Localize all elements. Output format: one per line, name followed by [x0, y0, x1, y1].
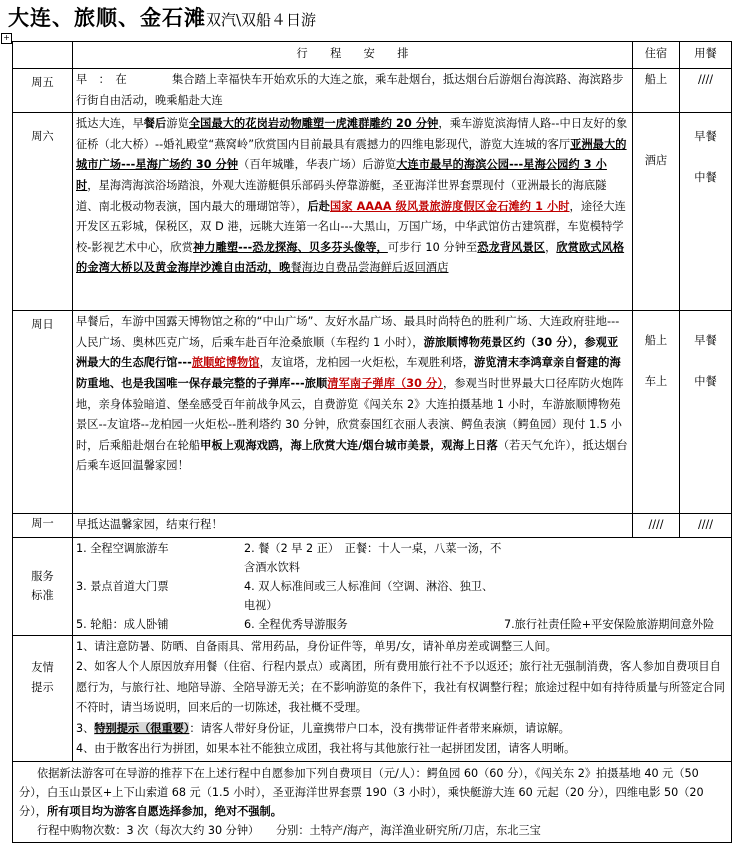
- description-segment: ，途径大连开发区五彩城，保税区，双 D 港，远眺大连第一名山---大黑山，万国广场，中华武馆仿古建筑群，车览模特学校-影视艺术中心，欣赏: [76, 199, 626, 254]
- day-meals: 早餐 中餐: [680, 113, 732, 311]
- header-meals: 用餐: [680, 42, 732, 69]
- day-description: [73, 113, 633, 311]
- description-segment: 游览清末李鸿章亲自督建的海防重地、也是我国唯一保存最完整的子弹库---旅顺: [76, 356, 621, 390]
- description-segment: 神力雕塑---恐龙探海、贝多芬头像等，: [193, 240, 388, 254]
- description-segment: ，参观当时世界最大口径库防火炮阵地，亲身体验暗道、堡垒感受百年前战争风云，自费游览《闯关东 2》大连拍摄基地 1 小时，车游旅顺博物苑景区--友谊塔--龙柏园一火炬松--胜利塔约 30 分钟，欣赏泰国红衣丽人表演、鳄鱼表演（鳄鱼园）现付 1.5 小时，后乘船赴烟台在轮船: [76, 376, 624, 452]
- service-item: 5. 轮船：成人卧铺: [76, 617, 169, 631]
- description-segment: 早 ： 在 集合踏上幸福快车开始欢乐的大连之旅，乘车赴烟台，抵达烟台后游烟台海滨路、海滨路步行街自由活动，晚乘船赴大连: [76, 73, 624, 107]
- description-segment: 餐后: [143, 117, 167, 131]
- service-item: [504, 577, 728, 615]
- title-main: 大连、旅顺、金石滩: [8, 5, 206, 30]
- day-row-4: [13, 514, 732, 538]
- service-item: 2. 餐（2 早 2 正） 正餐：十人一桌，八菜一汤，不含酒水饮料: [244, 541, 502, 574]
- day-label: 周日: [13, 311, 73, 514]
- service-row: [13, 537, 732, 635]
- service-grid: [76, 539, 728, 634]
- description-segment: 餐海边自费品尝海鲜后返回酒店: [290, 261, 449, 275]
- day-lodging: 酒店: [633, 113, 680, 311]
- description-segment: 大连市最早的海滨公园---星海公园约 3 小时: [76, 158, 607, 192]
- description-segment: 可步行 10 分钟至: [387, 240, 478, 254]
- description-segment: （百年城雕，华表广场）后游览: [238, 158, 397, 172]
- header-itinerary: 行 程 安 排: [73, 42, 633, 69]
- page-title: [8, 2, 316, 32]
- description-segment: 甲板上观海戏鸥，海上欣赏大连/烟台城市美景，观海上日落: [200, 438, 498, 452]
- service-item: 7.旅行社责任险+平安保险旅游期间意外险: [504, 617, 715, 631]
- description-segment: 亚洲最大的城市广场---星海广场约 30 分钟: [76, 137, 627, 172]
- footer-row: [13, 761, 732, 842]
- day-meals: ////: [680, 69, 732, 113]
- day-label: 周五: [13, 69, 73, 113]
- description-segment: ，乘车游览滨海情人路--中日友好的象征桥（北大桥）--婚礼殿堂“燕窝岭”欣赏国内目前最具有震撼力的四维电影现代，游览大连城的客厅: [76, 117, 628, 151]
- description-segment: 游旅顺博物苑景区约（30 分），参观亚洲最大的生态爬行馆---: [76, 335, 619, 370]
- service-label: 服务 标准: [13, 537, 73, 635]
- description-segment: 游览: [166, 117, 189, 131]
- tips-label: 友情 提示: [13, 635, 73, 761]
- day-row-1: [13, 69, 732, 113]
- day-meals: ////: [680, 514, 732, 538]
- day-description: [73, 311, 633, 514]
- description-segment: 清军南子弹库（30 分）: [327, 376, 444, 390]
- description-segment: 国家 AAAA 级风景旅游度假区金石滩约 1 小时: [330, 199, 570, 213]
- day-row-2: [13, 113, 732, 311]
- day-description: [73, 69, 633, 113]
- description-segment: 后赴: [307, 199, 331, 213]
- description-segment: 恐龙背风景区: [477, 240, 546, 254]
- service-item: [504, 539, 728, 577]
- description-segment: ，友谊塔，龙柏园一火炬松，车观胜利塔，: [259, 356, 475, 370]
- tip-2: 2、如客人个人原因放弃用餐（住宿、行程内景点）或离团，所有费用旅行社不予以返还；旅行社无强制消费，客人参加自费项目自愿行为，与旅行社、地陪导游、全陪导游无关；在不影响游览的条件下，我社有权调整行程；旅途过程中如有持待质量与所签定合同不符时，请当场说明，回来后的一切陈述，我社概不受理。: [76, 660, 725, 715]
- service-items: [73, 537, 732, 635]
- tip-1: 1、请注意防暑、防晒、自备雨具、常用药品，身份证件等，单男/女，请补单房差或调整三人间。: [76, 639, 557, 653]
- day-label: 周一: [13, 514, 73, 538]
- footer-notes: [13, 761, 732, 842]
- service-item: 4. 双人标准间或三人标准间（空调、淋浴、独卫、电视）: [244, 579, 494, 612]
- tip-3: 3、特别提示（很重要）：请客人带好身份证，儿童携带户口本，没有携带证件者带来麻烦，请谅解。: [76, 721, 570, 735]
- day-lodging: 船上: [633, 69, 680, 113]
- tips-content: [73, 635, 732, 761]
- description-segment: 早餐后，车游中国露天博物馆之称的“中山广场”、友好水晶广场、最具时尚特色的胜利广场、大连政府驻地---人民广场、奥林匹克广场，后乘车赴百年沧桑旅顺（车程约 1 小时），: [76, 315, 620, 349]
- header-lodging: 住宿: [633, 42, 680, 69]
- description-segment: 旅顺蛇博物馆: [191, 356, 260, 370]
- optional-items: 依据新法游客可在导游的推荐下在上述行程中自愿参加下列自费项目（元/人）：鳄鱼园 60（60 分），《闯关东 2》拍摄基地 40 元（50 分），白玉山景区+上下山索道 68 元（1.5 小时），圣亚海洋世界套票 190（3 小时），乘快艇游大连 60 元起（20 分），四维电影 50（20 分），所有项目均为游客自愿选择参加，绝对不强制。: [19, 766, 704, 818]
- itinerary-table: [12, 41, 732, 843]
- table-move-handle-icon[interactable]: +: [1, 33, 12, 44]
- tip-4: 4、由于散客出行为拼团，如果本社不能独立成团，我社将与其他旅行社一起拼团发团，请客人明晰。: [76, 742, 576, 756]
- special-notice-highlight: 特别提示（很重要）: [94, 721, 190, 735]
- shopping-info: 行程中购物次数：3 次（每次大约 30 分钟） 分别：土特产/海产，海洋渔业研究所/刀店，东北三宝: [37, 823, 541, 837]
- day-lodging: 船上 车上: [633, 311, 680, 514]
- description-segment: 全国最大的花岗岩动物雕塑一虎滩群雕约 20 分钟: [188, 117, 439, 131]
- description-segment: 欣赏欧式风格的金湾大桥以及黄金海岸沙滩自由活动，晚: [76, 240, 625, 275]
- day-description: [73, 514, 633, 538]
- day-label: 周六: [13, 113, 73, 311]
- day-meals: 早餐 中餐: [680, 311, 732, 514]
- title-sub: 双汽\双船４日游: [206, 11, 317, 29]
- day-row-3: [13, 311, 732, 514]
- description-segment: ，星海湾海滨浴场踏浪，外观大连游艇俱乐部码头停靠游艇，圣亚海洋世界套票现付（亚洲最长的海底隧道、南北极动物表演，国内最大的珊瑚馆等），: [76, 178, 607, 213]
- description-segment: （若天气允许），抵达烟台后乘车返回温馨家园！: [76, 438, 628, 473]
- description-segment: 早抵达温馨家园，结束行程！: [76, 518, 223, 532]
- description-segment: ，: [545, 240, 557, 254]
- description-segment: 抵达大连，早: [76, 117, 144, 131]
- tips-row: [13, 635, 732, 761]
- service-item: 6. 全程优秀导游服务: [244, 617, 348, 631]
- service-item: 1. 全程空调旅游车: [76, 541, 169, 555]
- day-lodging: ////: [633, 514, 680, 538]
- service-item: 3. 景点首道大门票: [76, 579, 169, 593]
- header-day-cell: [13, 42, 73, 69]
- table-header-row: [13, 42, 732, 69]
